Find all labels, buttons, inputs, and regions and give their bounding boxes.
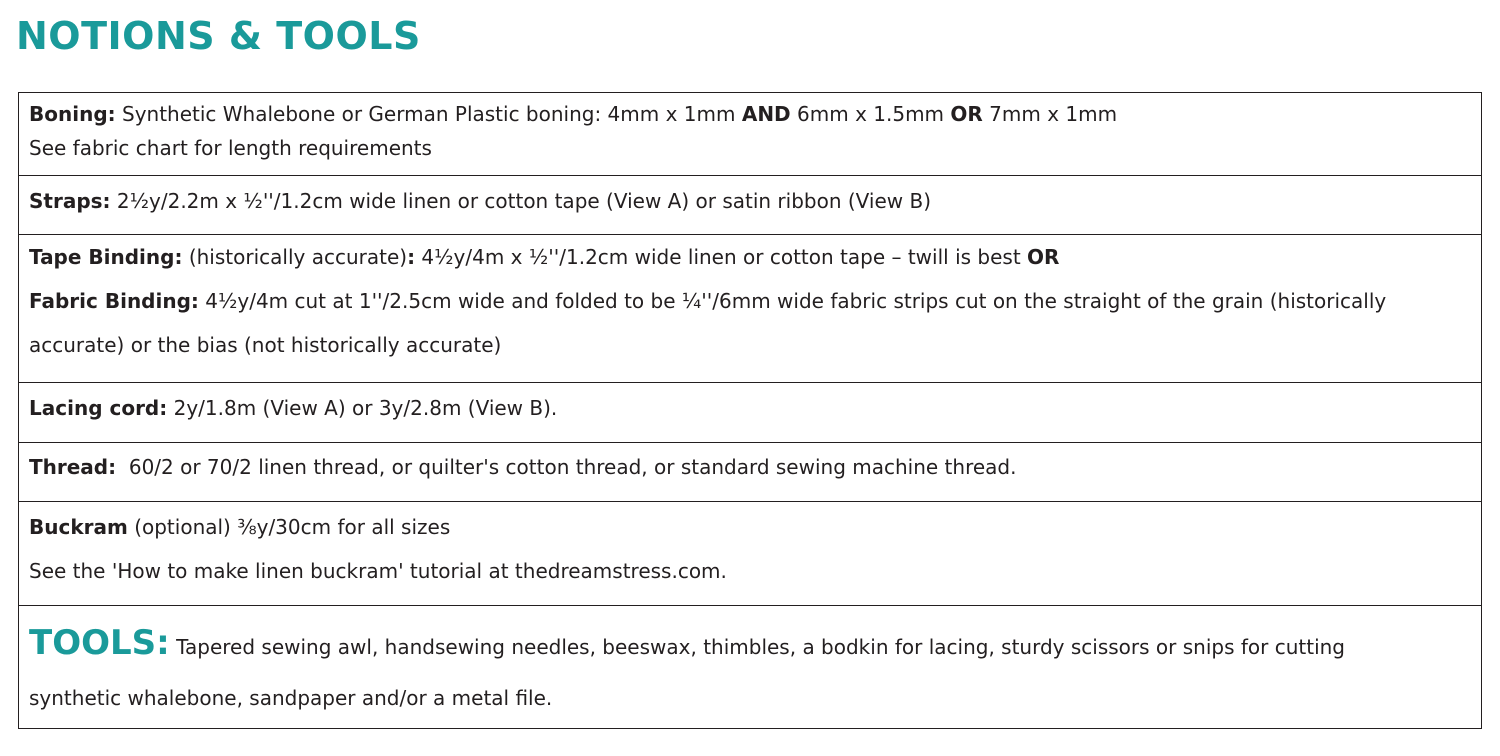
notions-table xyxy=(18,92,1482,729)
boning-and: AND xyxy=(741,102,791,126)
tape-binding-colon: : xyxy=(407,245,416,269)
buckram-label: Buckram xyxy=(29,515,128,539)
fabric-binding-label: Fabric Binding: xyxy=(29,289,199,313)
buckram-line-2: See the 'How to make linen buckram' tutorial at thedreamstress.com. xyxy=(29,559,727,583)
tape-binding-label: Tape Binding: xyxy=(29,245,183,269)
boning-text-1: Synthetic Whalebone or German Plastic boning: 4mm x 1mm xyxy=(115,102,742,126)
boning-line-1 xyxy=(29,97,1471,131)
tape-binding-or: OR xyxy=(1027,245,1060,269)
row-straps xyxy=(19,176,1481,235)
row-thread xyxy=(19,443,1481,502)
boning-line-2: See fabric chart for length requirements xyxy=(29,136,432,160)
row-boning xyxy=(19,93,1481,176)
lacing-cord-line xyxy=(29,391,1471,425)
row-tools xyxy=(19,606,1481,728)
page-title: NOTIONS & TOOLS xyxy=(16,14,421,58)
tape-binding-line xyxy=(29,235,1471,279)
row-buckram xyxy=(19,502,1481,606)
boning-text-3: 7mm x 1mm xyxy=(982,102,1118,126)
tape-binding-text: 4½y/4m x ½''/1.2cm wide linen or cotton tape – twill is best xyxy=(415,245,1028,269)
thread-label: Thread: xyxy=(29,455,117,479)
fabric-binding-line-1 xyxy=(29,279,1471,323)
buckram-line-1 xyxy=(29,505,1471,549)
boning-text-2: 6mm x 1.5mm xyxy=(790,102,951,126)
thread-text: 60/2 or 70/2 linen thread, or quilter's cotton thread, or standard sewing machine thread. xyxy=(116,455,1017,479)
lacing-cord-label: Lacing cord: xyxy=(29,396,168,420)
fabric-binding-line-2: accurate) or the bias (not historically accurate) xyxy=(29,333,502,357)
row-lacing-cord xyxy=(19,383,1481,443)
tools-line-1 xyxy=(29,614,1471,676)
straps-label: Straps: xyxy=(29,189,111,213)
boning-or: OR xyxy=(950,102,983,126)
thread-line xyxy=(29,450,1471,484)
tape-binding-note: (historically accurate) xyxy=(182,245,408,269)
row-binding xyxy=(19,235,1481,383)
straps-line xyxy=(29,184,1471,218)
fabric-binding-text-1: 4½y/4m cut at 1''/2.5cm wide and folded to be ¼''/6mm wide fabric strips cut on the straight of the grain (historically xyxy=(198,289,1387,313)
tools-line-2: synthetic whalebone, sandpaper and/or a metal file. xyxy=(29,686,553,710)
boning-label: Boning: xyxy=(29,102,116,126)
buckram-text: (optional) ⅜y/30cm for all sizes xyxy=(127,515,451,539)
straps-text: 2½y/2.2m x ½''/1.2cm wide linen or cotton tape (View A) or satin ribbon (View B) xyxy=(110,189,932,213)
tools-label: TOOLS: xyxy=(29,623,170,663)
lacing-cord-text: 2y/1.8m (View A) or 3y/2.8m (View B). xyxy=(167,396,558,420)
tools-text-1: Tapered sewing awl, handsewing needles, beeswax, thimbles, a bodkin for lacing, sturdy scissors or snips for cutting xyxy=(169,635,1345,659)
